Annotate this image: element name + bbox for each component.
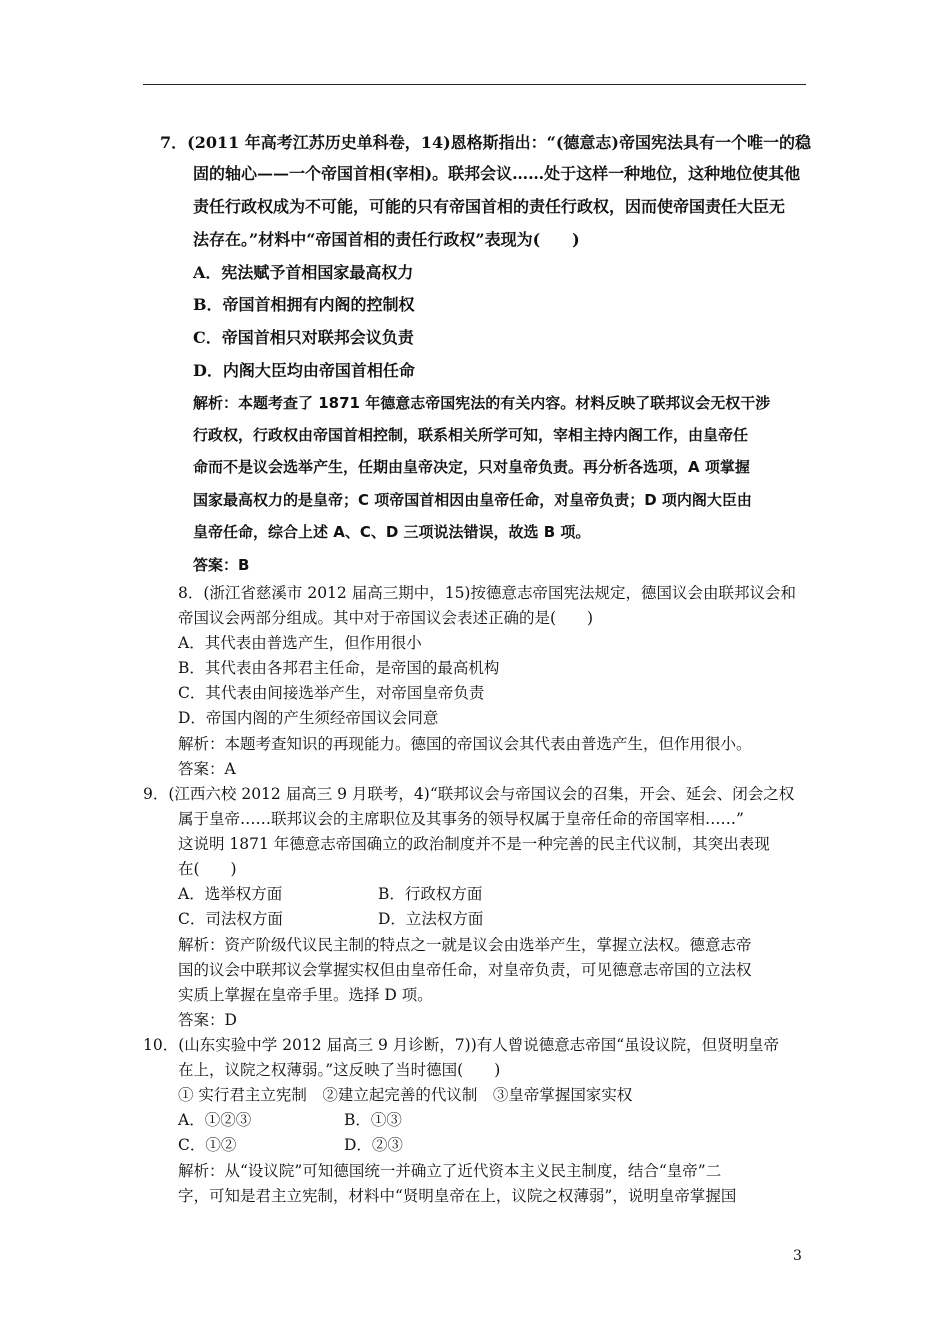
q9-analysis-line: 实质上掌握在皇帝手里。选择 D 项。	[178, 986, 433, 1004]
q10-analysis-line: 解析：从“设议院”可知德国统一并确立了近代资本主义民主制度，结合“皇帝”二	[178, 1162, 722, 1180]
q7-analysis-line: 命而不是议会选举产生，任期由皇帝决定，只对皇帝负责。再分析各选项，A 项掌握	[193, 458, 750, 476]
q8-stem-line: 8．(浙江省慈溪市 2012 届高三期中，15)按德意志帝国宪法规定，德国议会由联邦议会和	[178, 584, 796, 602]
q8-analysis-line: 解析：本题考查知识的再现能力。德国的帝国议会其代表由普选产生，但作用很小。	[178, 735, 752, 753]
q8-stem-line: 帝国议会两部分组成。其中对于帝国议会表述正确的是( )	[178, 609, 594, 627]
q8-option-a: A．其代表由普选产生，但作用很小	[178, 634, 422, 652]
q9-option-d: D．立法权方面	[378, 910, 484, 928]
q7-option-d: D．内阁大臣均由帝国首相任命	[193, 361, 415, 380]
q10-option-a: A．①②③	[178, 1111, 252, 1129]
q7-stem-line: 7．(2011 年高考江苏历史单科卷，14)恩格斯指出：“(德意志)帝国宪法具有一个唯一的稳	[160, 133, 811, 152]
q10-stem-line: 10．(山东实验中学 2012 届高三 9 月诊断，7))有人曾说德意志帝国“虽设议院，但贤明皇帝	[143, 1036, 780, 1054]
q7-answer: 答案：B	[193, 556, 250, 574]
q9-stem-line: 属于皇帝……联邦议会的主席职位及其事务的领导权属于皇帝任命的帝国宰相……”	[178, 810, 744, 828]
q7-option-c: C．帝国首相只对联邦会议负责	[193, 328, 414, 347]
q9-stem-line: 这说明 1871 年德意志帝国确立的政治制度并不是一种完善的民主代议制，其突出表现	[178, 835, 770, 853]
q9-option-c: C．司法权方面	[178, 910, 283, 928]
q10-stem-line: 在上，议院之权薄弱。”这反映了当时德国( )	[178, 1061, 501, 1079]
q9-answer: 答案：D	[178, 1011, 237, 1029]
q10-statements: ① 实行君主立宪制 ②建立起完善的代议制 ③皇帝掌握国家实权	[178, 1086, 633, 1104]
q9-option-b: B．行政权方面	[378, 885, 483, 903]
q7-stem-line: 责任行政权成为不可能，可能的只有帝国首相的责任行政权，因而使帝国责任大臣无	[193, 197, 786, 216]
q9-stem-line: 9．(江西六校 2012 届高三 9 月联考，4)“联邦议会与帝国议会的召集，开会、延会、闭会之权	[143, 785, 795, 803]
page-number: 3	[793, 1248, 802, 1264]
q7-option-a: A．宪法赋予首相国家最高权力	[193, 263, 414, 282]
q7-analysis-line: 国家最高权力的是皇帝；C 项帝国首相因由皇帝任命，对皇帝负责；D 项内阁大臣由	[193, 491, 752, 509]
q7-stem-line: 法存在。”材料中“帝国首相的责任行政权”表现为( )	[193, 230, 580, 249]
q8-option-d: D．帝国内阁的产生须经帝国议会同意	[178, 709, 439, 727]
q7-analysis-line: 皇帝任命，综合上述 A、C、D 三项说法错误，故选 B 项。	[193, 523, 591, 541]
q8-answer: 答案：A	[178, 760, 236, 778]
q9-analysis-line: 国的议会中联邦议会掌握实权但由皇帝任命，对皇帝负责，可见德意志帝国的立法权	[178, 961, 752, 979]
q8-option-b: B．其代表由各邦君主任命，是帝国的最高机构	[178, 659, 500, 677]
q9-analysis-line: 解析：资产阶级代议民主制的特点之一就是议会由选举产生，掌握立法权。德意志帝	[178, 936, 752, 954]
q9-option-a: A．选举权方面	[178, 885, 283, 903]
q7-analysis-line: 行政权，行政权由帝国首相控制，联系相关所学可知，宰相主持内阁工作，由皇帝任	[193, 426, 749, 444]
q7-option-b: B．帝国首相拥有内阁的控制权	[193, 295, 415, 314]
header-rule	[143, 84, 806, 85]
q10-analysis-line: 字，可知是君主立宪制，材料中“贤明皇帝在上，议院之权薄弱”，说明皇帝掌握国	[178, 1187, 737, 1205]
q10-option-b: B．①③	[344, 1111, 402, 1129]
q10-option-d: D．②③	[344, 1136, 403, 1154]
q8-option-c: C．其代表由间接选举产生，对帝国皇帝负责	[178, 684, 485, 702]
q10-option-c: C．①②	[178, 1136, 237, 1154]
q7-analysis-line: 解析：本题考查了 1871 年德意志帝国宪法的有关内容。材料反映了联邦议会无权干涉	[193, 394, 771, 412]
q7-stem-line: 固的轴心——一个帝国首相(宰相)。联邦会议……处于这样一种地位，这种地位使其他	[193, 164, 801, 183]
q9-stem-line: 在( )	[178, 860, 237, 878]
